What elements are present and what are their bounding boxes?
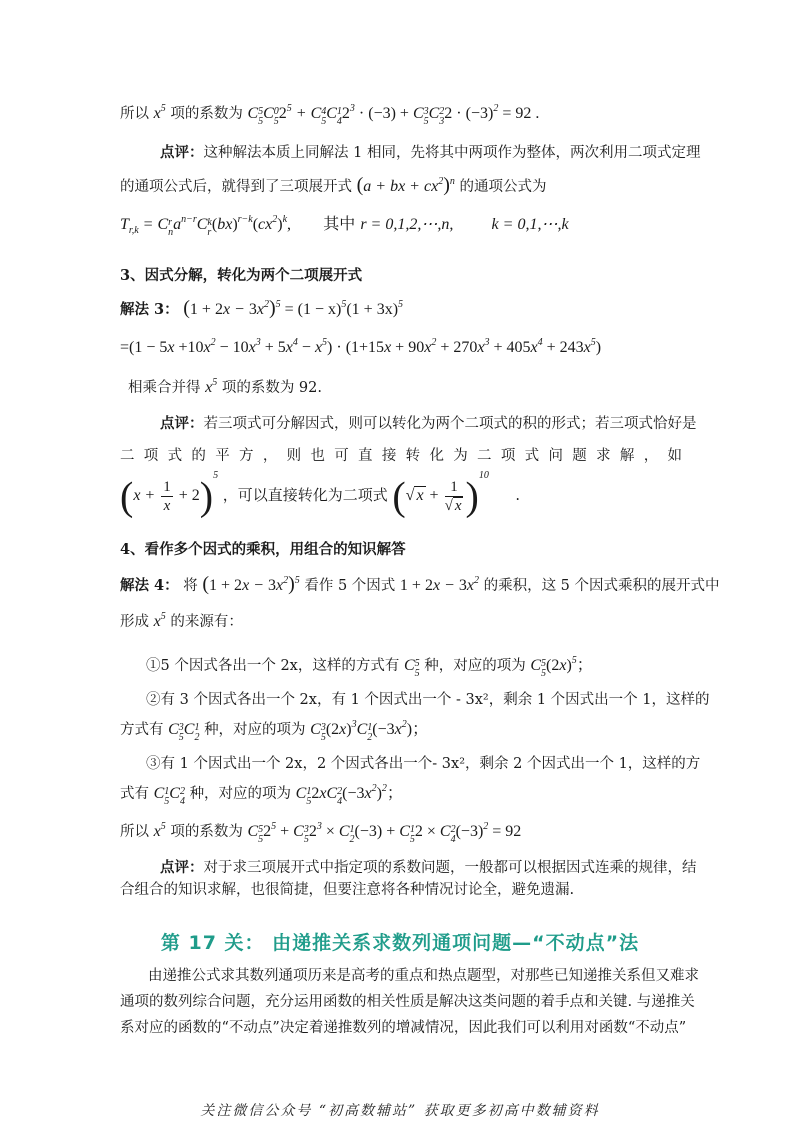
comment-2-example: (x + $\frac{1}{x}$ + 2)$^5$ ，可以直接转化为二项式 (√ x + $\frac{1}{√ x}$ )$^{10}$ . (120, 470, 521, 519)
solution-4-line-2 (120, 612, 243, 632)
comment-label-3: 点评： (160, 859, 204, 876)
coefficient-line-1 (120, 104, 539, 127)
case-1 (146, 656, 593, 679)
body-line-1: 由递推公式求其数列通项历来是高考的重点和热点题型，对那些已知递推关系但又难求 (148, 968, 699, 984)
case-2: ②有 3 个因式各出一个 2x，有 1 个因式出一个 - 3x²，剩余 1 个因式出一个 1，这样的 (146, 692, 710, 708)
comment-3 (160, 858, 697, 878)
text-coeff-2: 项的系数为 (170, 824, 243, 840)
x5-term: $x^5$ (153, 103, 166, 122)
example-expr-2: (√ x + $\frac{1}{√ x}$ )$^{10}$ (392, 470, 489, 519)
solution-label-4: 解法 4： (120, 577, 179, 594)
page-footer: 关注微信公众号 “初高数辅站” 获取更多初高中数辅资料 (200, 1103, 600, 1119)
body-line-3: 系对应的函数的“不动点”决定着递推数列的增减情况，因此我们可以利用对函数“不动点” (120, 1020, 687, 1036)
text-where: 其中 (323, 214, 356, 233)
solution-4-line-1 (120, 574, 720, 596)
case-1-text-b: 种，对应的项为 (424, 658, 526, 674)
comment-label: 点评： (160, 144, 204, 161)
case-2-text-b: 方式有 (120, 722, 164, 738)
comment-text-3: 的通项公式为 (459, 179, 547, 195)
text-coeff: 项的系数为 (170, 106, 243, 122)
comment-text: 这种解法本质上同解法 1 相同，先将其中两项作为整体，两次利用二项式定理 (203, 145, 701, 161)
case-3-comb: C 1 5 C 2 4 (153, 785, 185, 807)
comment-text-2a: 若三项式可分解因式，则可以转化为两个二项式的积的形式；若三项式恰好是 (203, 416, 697, 432)
case-3-term: C 1 5 2xC 2 4 $(-3x^2)^2$； (295, 783, 403, 807)
example-mid-text: ，可以直接转化为二项式 (222, 486, 388, 504)
text-product: 的乘积，这 5 个因式乘积的展开式中 (483, 578, 720, 594)
text-combine: 相乘合并得 (128, 380, 201, 396)
case-3-text-b: 式有 (120, 786, 149, 802)
x5-term-2: $x^5$ (205, 377, 218, 396)
factor-expr-2: $1 + 2x - 3x^2$ (399, 575, 479, 594)
text-jiang: 将 (183, 578, 198, 594)
comment-label-2: 点评： (160, 415, 204, 432)
x5-term-3: $x^5$ (153, 611, 166, 630)
comment-text-3a: 对于求三项展开式中指定项的系数问题，一般都可以根据因式连乘的规律，结 (203, 860, 697, 876)
text-suoyi: 所以 (120, 106, 149, 122)
general-term-formula: $T_{r,k} = C$ r n $a^{n-r}C$ k r $(bx)^{r-k}(cx^2)^k$, (120, 214, 292, 238)
text-combine-b: 项的系数为 92. (221, 380, 322, 396)
case-1-text-a: ①5 个因式各出一个 2x，这样的方式有 (146, 658, 400, 674)
comment-1 (160, 143, 700, 163)
sum-line (120, 822, 521, 845)
comment-2-line-2: 二 项 式 的 平 方 ， 则 也 可 直 接 转 化 为 二 项 式 问 题 求 解 ， 如 (120, 448, 682, 464)
factor-expr: $(1 + 2x - 3x^2)^5$ (202, 573, 300, 595)
expansion-formula: $=(1 - 5x +10x^2 - 10x^3 + 5x^4 - x^5) \cdot (1+15x + 90x^2 + 270x^3 + 405x^4 + 243x^5)$ (120, 337, 602, 356)
case-1-term: C 5 5 $(2x)^5$； (530, 655, 593, 679)
combine-line (128, 378, 322, 398)
comment-1-line-2 (120, 175, 546, 197)
r-range: r = 0,1,2,⋯,n, (360, 216, 454, 233)
k-range: k = 0,1,⋯,k (491, 216, 569, 233)
section-3-title: 3、因式分解，转化为两个二项展开式 (120, 267, 363, 284)
solution-3-line-1 (120, 298, 403, 320)
case-3-text-c: 种，对应的项为 (189, 786, 292, 802)
trinomial-expr: (a + bx + $cx^2)^n$ (356, 174, 455, 196)
text-xingcheng: 形成 (120, 614, 149, 630)
x5-term-4: $x^5$ (153, 821, 166, 840)
section-4-title: 4、看作多个因式的乘积，用组合的知识解答 (120, 541, 406, 558)
case-2-line-2 (120, 720, 428, 743)
text-suoyi-2: 所以 (120, 824, 149, 840)
case-2-text-c: 种，对应的项为 (204, 722, 306, 738)
case-2-comb: C 3 5 C 1 2 (168, 721, 200, 743)
case-2-term: C 3 5 $(2x)^3C$ 1 2 $(-3x^2)$； (310, 719, 429, 743)
case-3: ③有 1 个因式出一个 2x，2 个因式各出一个- 3x²，剩余 2 个因式出一个 1，这样的方 (146, 756, 701, 772)
case-1-comb: C 5 5 (403, 657, 420, 679)
section-heading-17: 第 17 关： 由递推关系求数列通项问题—“不动点”法 (160, 932, 640, 954)
text-kanzuo: 看作 5 个因式 (304, 578, 396, 594)
solution-3-line-2 (120, 337, 601, 358)
case-3-line-2 (120, 784, 403, 807)
solution-label: 解法 3： (120, 301, 179, 318)
comment-3-line-2: 合组合的知识求解，也很简捷，但要注意将各种情况讨论全，避免遗漏. (120, 882, 575, 898)
formula-eq1: C 5 5 C 0 5 $2^5 + C$ 4 5 C 1 4 $2^3 \cdot (-3) + C$ 3 5 C 2 3 $2 \cdot (-3)^2 = 92$ . (247, 103, 540, 127)
comment-2 (160, 414, 697, 434)
general-term-line (120, 214, 569, 238)
sum-formula: C 5 5 $2^5 + C$ 3 5 $2^3 \times C$ 1 2 (−3) + C 1 5 2 × C 2 4 $(-3)^2 = 92$ (247, 821, 522, 845)
body-line-2: 通项的数列综合问题，充分运用函数的相关性质是解决这类问题的着手点和关键. 与递推关 (120, 994, 695, 1010)
solution-3-formula: $(1 + 2x - 3x^2)^5 = (1 - x)^5(1 + 3x)^5$ (183, 297, 404, 319)
text-source: 的来源有： (170, 614, 243, 630)
example-expr-1: (x + $\frac{1}{x}$ + 2)$^5$ (120, 470, 219, 519)
comment-text-2: 的通项公式后，就得到了三项展开式 (120, 179, 352, 195)
